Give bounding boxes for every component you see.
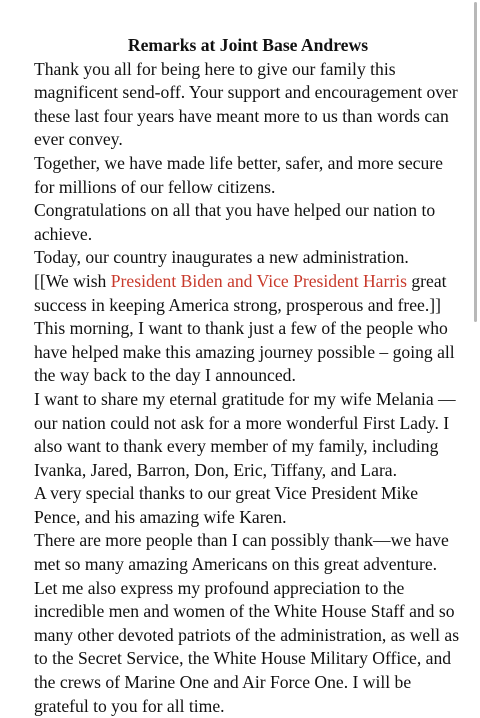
paragraph-8: A very special thanks to our great Vice President Mike Pence, and his amazing wife Karen. [34,483,419,527]
document-title: Remarks at Joint Base Andrews [127,35,369,55]
paragraph-bracketed [34,270,462,317]
bracketed-text-before: [[We wish [34,270,111,291]
paragraph-3: Congratulations on all that you have helped our nation to achieve. [34,200,436,244]
paragraph-1: Thank you all for being here to give our family this magnificent send-off. Your support and encouragement over these last four years have meant more to us than words can ever convey. [34,58,458,150]
scrollbar-thumb[interactable] [474,2,477,322]
paragraph-7: I want to share my eternal gratitude for my wife Melania —our nation could not ask for a more wonderful First Lady. I also want to thank every member of my family, including Ivanka, Jared, Barron, Don, Eric, Tiffany, and Lara. [34,388,456,480]
paragraph-9: There are more people than I can possibly thank—we have met so many amazing Americans on this great adventure. Let me also express my profound appreciation to the incredible men and women of the White House Staff and so many other devoted patriots of the administration, as well as to the Secret Service, the White House Military Office, and the crews of Marine One and Air Force One. I will be grateful to you for all time. [34,530,460,716]
paragraph-2: Together, we have made life better, safer, and more secure for millions of our fellow citizens. [34,152,443,197]
scrollbar[interactable] [472,0,480,714]
paragraph-6: This morning, I want to thank just a few of the people who have helped make this amazing journey possible – going all the way back to the day I announced. [34,318,455,386]
paragraph-4: Today, our country inaugurates a new administration. [34,247,409,268]
bracketed-text-after: great success in keeping America strong, prosperous and free.]] [34,270,447,315]
highlighted-names: President Biden and Vice President Harris [110,270,407,291]
document-page [34,34,462,718]
